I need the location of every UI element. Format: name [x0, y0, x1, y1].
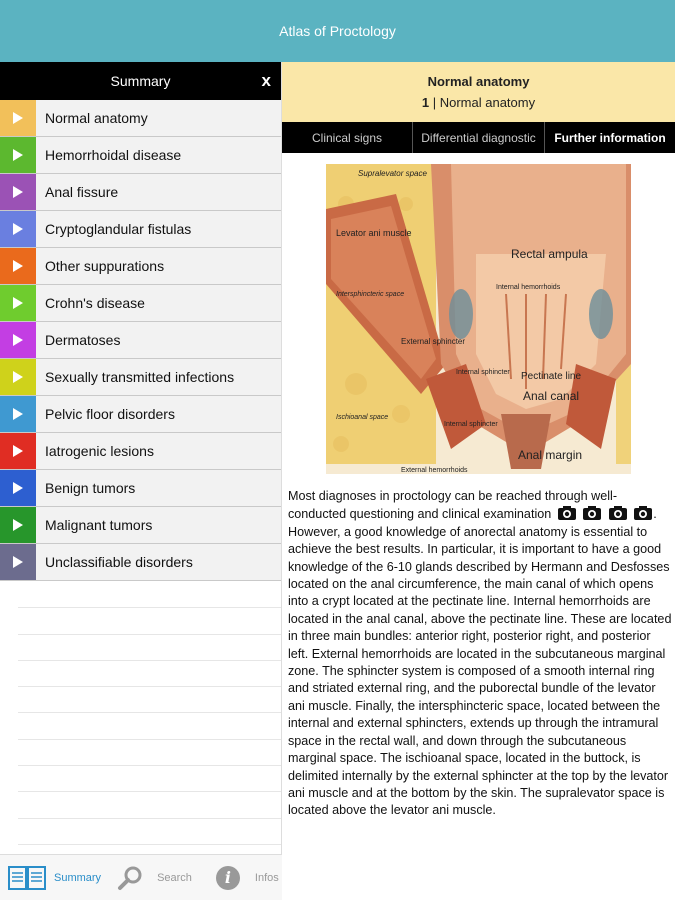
label-internal-hemorrhoids: Internal hemorrhoids [496, 284, 561, 291]
info-icon: i [216, 866, 240, 890]
chapter-label: Dermatoses [45, 332, 121, 348]
play-arrow-icon [13, 556, 23, 568]
anorectal-anatomy-illustration[interactable] [326, 164, 631, 474]
play-arrow-icon [13, 371, 23, 383]
chapter-item[interactable] [0, 322, 281, 359]
chapter-color-swatch [0, 211, 36, 247]
label-external-sphincter: External sphincter [401, 337, 466, 346]
chapter-label: Pelvic floor disorders [45, 406, 175, 422]
label-pectinate-line: Pectinate line [521, 371, 582, 382]
tab-search-label: Search [157, 871, 192, 884]
label-supralevator: Supralevator space [358, 169, 427, 178]
chapter-item[interactable] [0, 507, 281, 544]
subtitle-text: | Normal anatomy [429, 95, 536, 110]
chapter-color-swatch [0, 137, 36, 173]
chapter-label: Benign tumors [45, 480, 136, 496]
chapter-label: Iatrogenic lesions [45, 443, 154, 459]
play-arrow-icon [13, 223, 23, 235]
chapter-label: Cryptoglandular fistulas [45, 221, 192, 237]
play-arrow-icon [13, 334, 23, 346]
tab-differential-diagnostic[interactable]: Differential diagnostic [421, 130, 536, 145]
chapter-item[interactable] [0, 470, 281, 507]
search-icon [117, 865, 143, 891]
play-arrow-icon [13, 186, 23, 198]
chapter-list [0, 100, 281, 581]
play-arrow-icon [13, 482, 23, 494]
article-text [288, 488, 672, 820]
chapter-label: Anal fissure [45, 184, 119, 200]
chapter-color-swatch [0, 285, 36, 321]
chapter-label: Crohn's disease [45, 295, 145, 311]
chapter-item[interactable] [0, 248, 281, 285]
camera-icon[interactable] [608, 505, 628, 521]
content-panel [282, 62, 675, 900]
tab-summary[interactable] [0, 865, 101, 891]
tab-infos[interactable] [192, 866, 279, 890]
tab-infos-label: Infos [254, 871, 279, 884]
tab-summary-label: Summary [54, 871, 102, 884]
chapter-color-swatch [0, 248, 36, 284]
subtitle-number: 1 [421, 95, 430, 110]
sidebar-header [0, 62, 281, 100]
page-subtitle [422, 95, 535, 110]
camera-icon[interactable] [557, 505, 577, 521]
chapter-label: Hemorrhoidal disease [45, 147, 182, 163]
bottom-tab-bar [0, 854, 282, 900]
chapter-color-swatch [0, 396, 36, 432]
summary-sidebar [0, 62, 282, 900]
play-arrow-icon [13, 408, 23, 420]
chapter-item[interactable] [0, 396, 281, 433]
chapter-item[interactable] [0, 359, 281, 396]
app-title-bar [0, 0, 675, 62]
play-arrow-icon [13, 112, 23, 124]
chapter-color-swatch [0, 100, 36, 136]
label-intersphincteric: Intersphincteric space [336, 291, 405, 298]
chapter-label: Normal anatomy [45, 110, 148, 126]
chapter-color-swatch [0, 544, 36, 580]
chapter-item[interactable] [0, 100, 281, 137]
chapter-label: Sexually transmitted infections [45, 369, 235, 385]
camera-icon[interactable] [633, 505, 653, 521]
label-levator: Levator ani muscle [336, 228, 412, 238]
chapter-label: Malignant tumors [45, 517, 153, 533]
camera-icon[interactable] [582, 505, 602, 521]
page-title: Normal anatomy [427, 74, 530, 89]
label-external-hemorrhoids: External hemorrhoids [401, 467, 468, 474]
chapter-color-swatch [0, 322, 36, 358]
chapter-color-swatch [0, 433, 36, 469]
tab-search[interactable] [101, 865, 192, 891]
book-icon [8, 865, 46, 891]
tab-further-information[interactable]: Further information [554, 130, 666, 145]
play-arrow-icon [13, 297, 23, 309]
content-tabs [282, 122, 675, 153]
chapter-item[interactable] [0, 433, 281, 470]
article-body: . However, a good knowledge of anorectal anatomy is essential to achieve the best results. In particular, it is important to have a good knowledge of the 6-10 glands described by Hermann and Desfosses located on the anal circumference, the main canal of which opens into a crypt located at the pectinate line. Internal hemorrhoids are located in the anal canal, above the pectinate line. These are located in three main bundles: anterior right, posterior right, and posterior left. External hemorrhoids are located in the subcutaneous marginal zone. The sphincter system is composed of a smooth internal ring and striated external ring, and the puborectal bundle of the levator ani muscle. Finally, the intersphincteric space, located between the internal and external sphincters, extends up through the intramural space in the rectal wall, and down through the subcutaneous marginal space. The ischioanal space, located in the buttock, is delimited internally by the external sphincter at the top by the levator ani muscle and at the bottom by the skin. The supralevator space is located above the levator ani muscle. [288, 507, 672, 818]
chapter-item[interactable] [0, 211, 281, 248]
close-sidebar-button[interactable]: x [261, 71, 271, 90]
play-arrow-icon [13, 149, 23, 161]
tab-clinical-signs[interactable]: Clinical signs [311, 130, 383, 145]
label-internal-sphincter: Internal sphincter [444, 421, 498, 428]
play-arrow-icon [13, 519, 23, 531]
chapter-label: Other suppurations [45, 258, 165, 274]
chapter-item[interactable] [0, 137, 281, 174]
label-anal-canal: Anal canal [523, 389, 580, 403]
chapter-item[interactable] [0, 544, 281, 581]
label-rectal-ampulla: Rectal ampula [511, 247, 588, 261]
chapter-color-swatch [0, 507, 36, 543]
chapter-item[interactable] [0, 285, 281, 322]
empty-list-rows [18, 582, 281, 898]
label-internal: Internal sphincter [456, 369, 510, 376]
play-arrow-icon [13, 445, 23, 457]
chapter-color-swatch [0, 174, 36, 210]
label-ischioanal: Ischioanal space [336, 414, 389, 421]
article-intro: Most diagnoses in proctology can be reached through well-conducted questioning and clinical examination [288, 489, 618, 522]
chapter-label: Unclassifiable disorders [45, 554, 193, 570]
chapter-title-box [282, 62, 675, 122]
chapter-item[interactable] [0, 174, 281, 211]
sidebar-title: Summary [110, 73, 171, 89]
label-anal-margin: Anal margin [518, 448, 583, 462]
chapter-color-swatch [0, 470, 36, 506]
app-title: Atlas of Proctology [279, 23, 396, 39]
chapter-color-swatch [0, 359, 36, 395]
play-arrow-icon [13, 260, 23, 272]
